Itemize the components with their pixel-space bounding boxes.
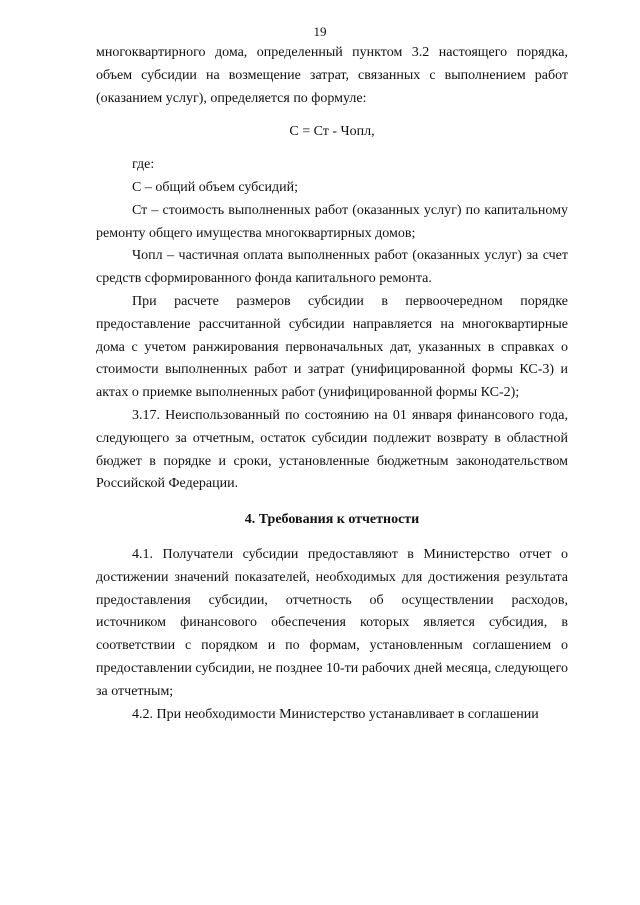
document-body (96, 42, 568, 726)
paragraph-4-2: 4.2. При необходимости Министерство устанавливает в соглашении (132, 706, 539, 722)
section-heading: 4. Требования к отчетности (244, 512, 420, 528)
formula: С = Ст - Чопл, (289, 124, 375, 140)
paragraph-priority: При расчете размеров субсидии в первоочередном порядке предоставление рассчитанной субсидии направляется на многоквартирные дома с учетом ранжирования первоначальных дат, указанных в справках о стоимости выполненных работ и затрат (унифицированной формы КС-3) и актах о приемке выполненных работ (унифицированной формы КС-2); (96, 293, 568, 401)
paragraph-3-17: 3.17. Неиспользованный по состоянию на 01 января финансового года, следующего за отчетным, остаток субсидии подлежит возврату в областной бюджет в порядке и сроки, установленные бюджетным законодательством Российской Федерации. (96, 407, 568, 492)
definition-ct: Ст – стоимость выполненных работ (оказанных услуг) по капитальному ремонту общего имущества многоквартирных домов; (96, 202, 568, 241)
definition-c: С – общий объем субсидий; (132, 179, 298, 195)
paragraph-4-1: 4.1. Получатели субсидии предоставляют в Министерство отчет о достижении значений показателей, необходимых для достижения результата предоставления субсидии, отчетность об осуществлении расходов, источником финансового обеспечения которых является субсидия, в соответствии с порядком и по формам, установленным соглашением о предоставлении субсидии, не позднее 10-ти рабочих дней месяца, следующего за отчетным; (96, 546, 568, 699)
paragraph-formula-intro: многоквартирного дома, определенный пунктом 3.2 настоящего порядка, объем субсидии на возмещение затрат, связанных с выполнением работ (оказанием услуг), определяется по формуле: (96, 45, 568, 106)
page-number: 19 (313, 24, 327, 39)
paragraph-where: где: (132, 157, 155, 173)
definition-chopl: Чопл – частичная оплата выполненных работ (оказанных услуг) за счет средств сформированного фонда капитального ремонта. (96, 248, 568, 287)
